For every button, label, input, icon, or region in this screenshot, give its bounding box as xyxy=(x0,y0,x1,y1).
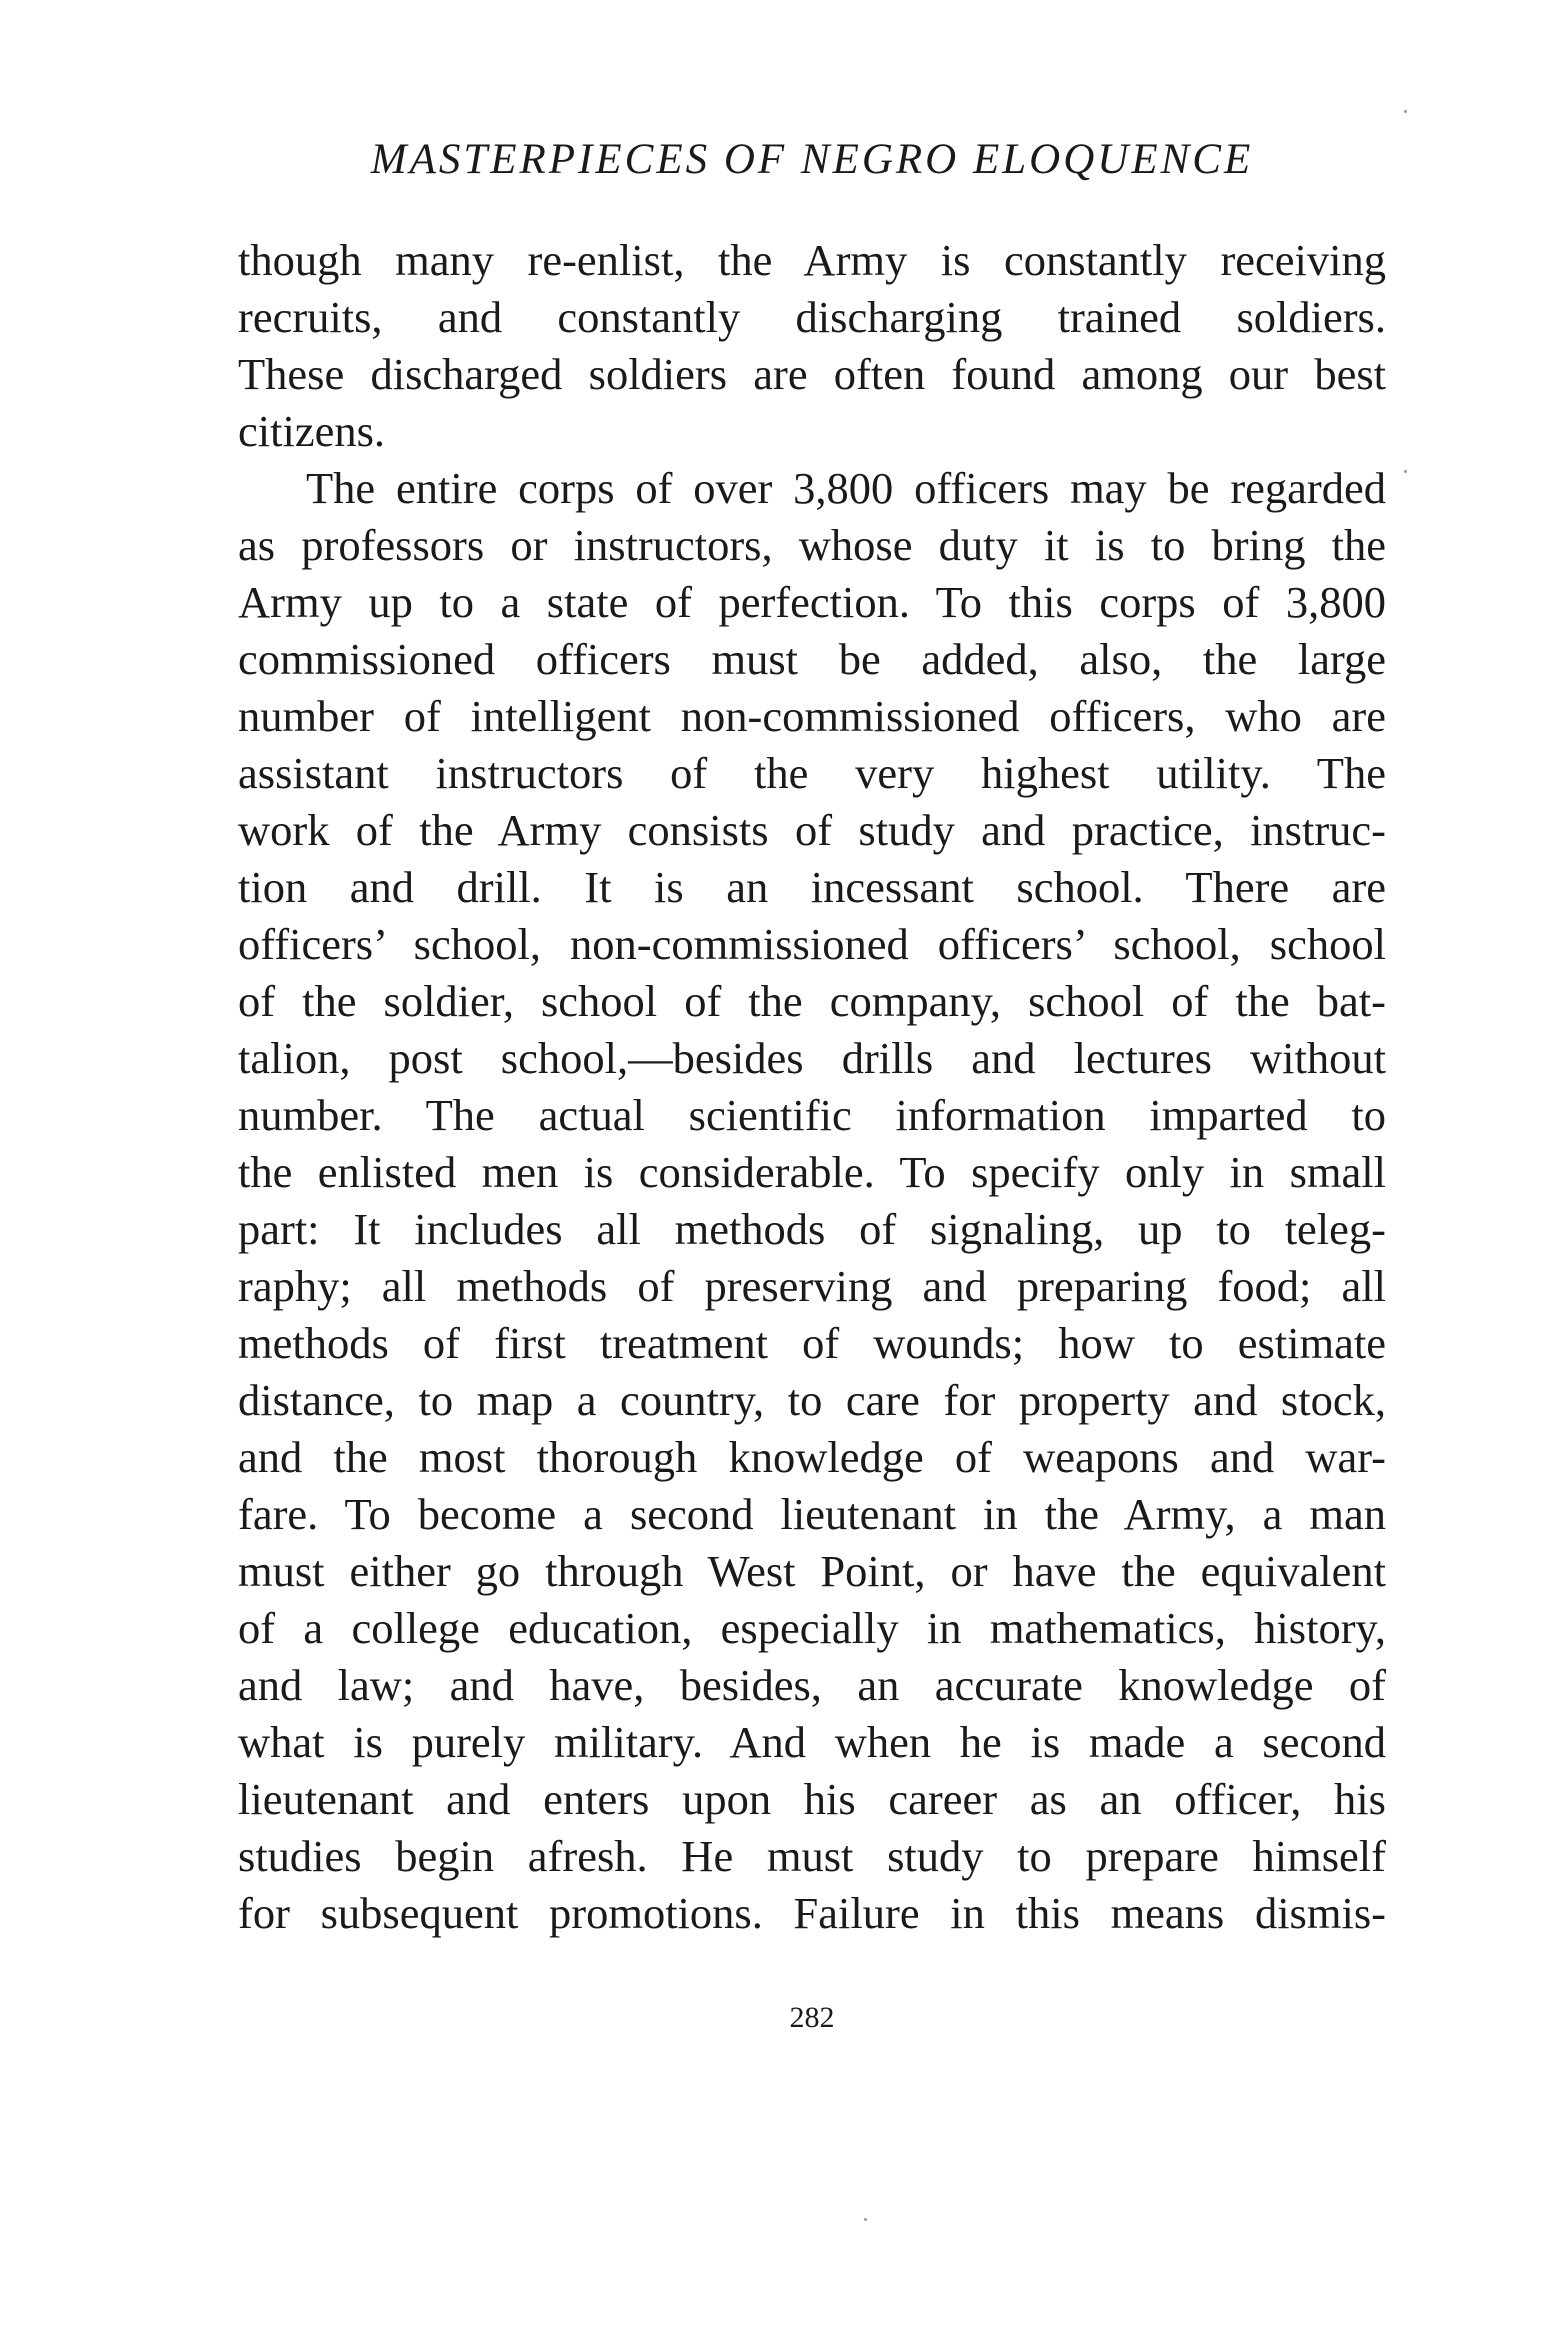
paper-speck xyxy=(1404,110,1407,113)
text-line: methods of first treatment of wounds; how to estimate xyxy=(238,1318,1386,1368)
text-line: of the soldier, school of the company, school of the bat- xyxy=(238,976,1386,1026)
text-line: as professors or instructors, whose duty it is to bring the xyxy=(238,520,1386,570)
text-line: citizens. xyxy=(238,406,386,456)
running-head-title: MASTERPIECES OF NEGRO ELOQUENCE xyxy=(370,136,1254,183)
page-number: 282 xyxy=(789,2001,835,2034)
text-line: assistant instructors of the very highest utility. The xyxy=(238,748,1386,798)
text-line: and the most thorough knowledge of weapons and war- xyxy=(238,1432,1386,1482)
paragraph-1 xyxy=(238,232,1386,460)
text-line: distance, to map a country, to care for property and stock, xyxy=(238,1375,1386,1425)
text-line: the enlisted men is considerable. To specify only in small xyxy=(238,1147,1386,1197)
text-line: number of intelligent non-commissioned officers, who are xyxy=(238,691,1386,741)
paragraph-2 xyxy=(238,460,1386,1942)
text-line: must either go through West Point, or have the equivalent xyxy=(238,1546,1386,1596)
text-line: The entire corps of over 3,800 officers may be regarded xyxy=(306,463,1386,513)
paper-speck xyxy=(1404,470,1407,473)
text-line: lieutenant and enters upon his career as an officer, his xyxy=(238,1774,1386,1824)
body-text xyxy=(238,232,1386,1942)
paper-speck xyxy=(864,2218,867,2221)
text-line: tion and drill. It is an incessant school. There are xyxy=(238,862,1386,912)
text-line: number. The actual scientific information imparted to xyxy=(238,1090,1386,1140)
text-line: for subsequent promotions. Failure in this means dismis- xyxy=(238,1888,1386,1938)
text-line: recruits, and constantly discharging trained soldiers. xyxy=(238,292,1386,342)
text-line: studies begin afresh. He must study to prepare himself xyxy=(238,1831,1386,1881)
text-line: though many re-enlist, the Army is constantly receiving xyxy=(238,235,1386,285)
text-line: talion, post school,—besides drills and lectures without xyxy=(238,1033,1386,1083)
text-line: fare. To become a second lieutenant in the Army, a man xyxy=(238,1489,1386,1539)
text-line: These discharged soldiers are often found among our best xyxy=(238,349,1386,399)
text-line: raphy; all methods of preserving and preparing food; all xyxy=(238,1261,1386,1311)
text-line: Army up to a state of perfection. To this corps of 3,800 xyxy=(238,577,1386,627)
text-line: work of the Army consists of study and practice, instruc- xyxy=(238,805,1386,855)
text-line: and law; and have, besides, an accurate knowledge of xyxy=(238,1660,1386,1710)
text-line: commissioned officers must be added, also, the large xyxy=(238,634,1386,684)
text-line: officers’ school, non-commissioned officers’ school, school xyxy=(238,919,1386,969)
text-line: part: It includes all methods of signaling, up to teleg- xyxy=(238,1204,1386,1254)
text-line: what is purely military. And when he is made a second xyxy=(238,1717,1386,1767)
text-line: of a college education, especially in mathematics, history, xyxy=(238,1603,1386,1653)
